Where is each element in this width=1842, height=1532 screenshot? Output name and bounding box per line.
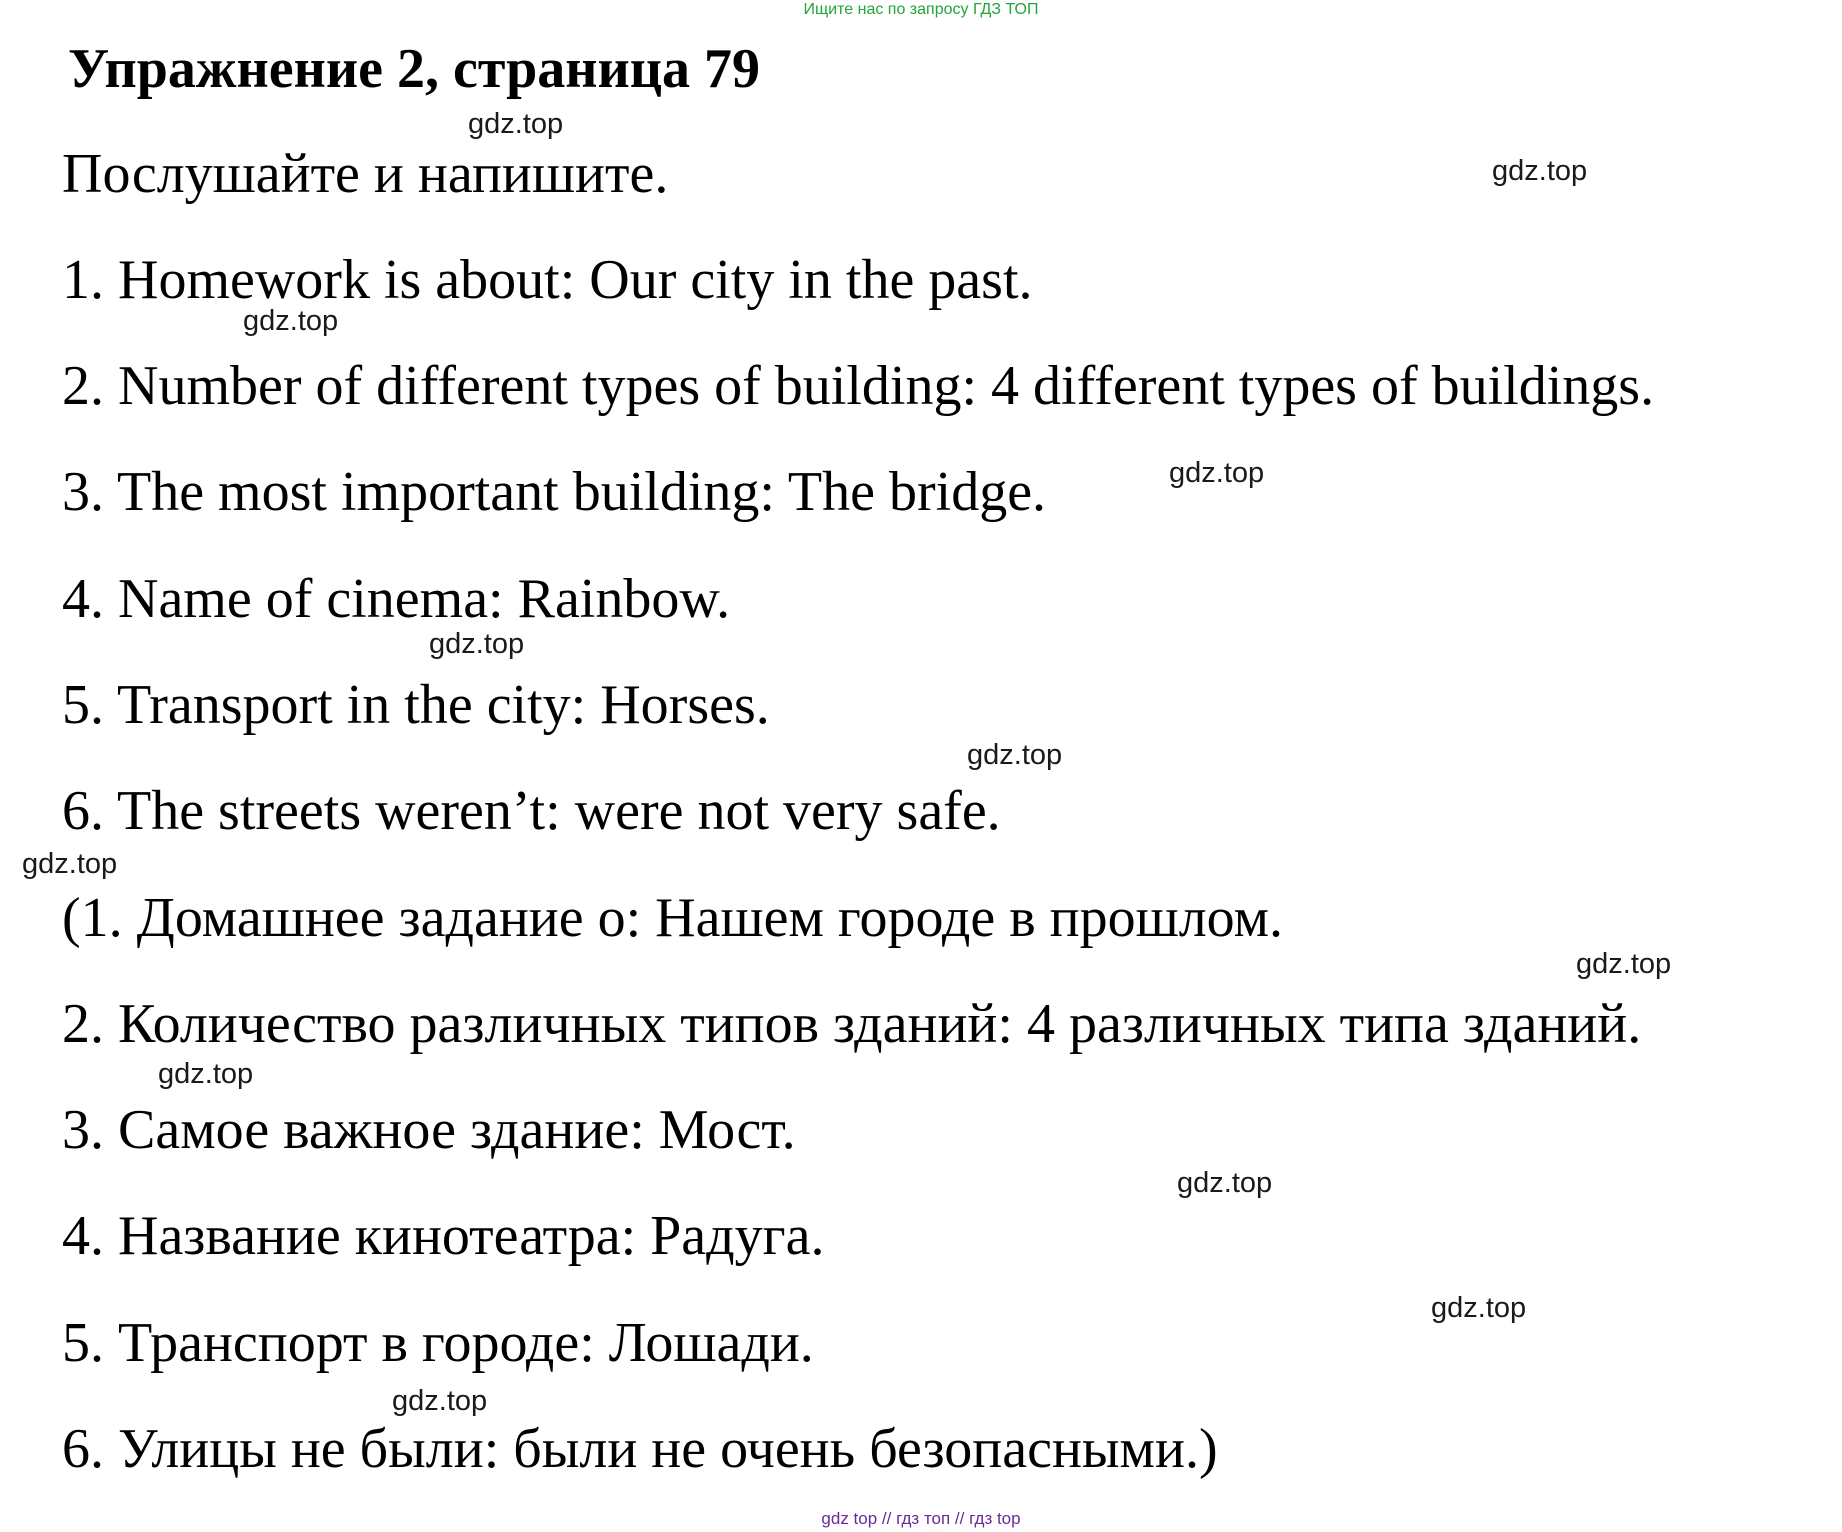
russian-answer-1: (1. Домашнее задание о: Нашем городе в прошлом. (62, 887, 1284, 949)
watermark: gdz.top (392, 1385, 488, 1417)
watermark: gdz.top (1431, 1292, 1527, 1324)
russian-answer-3: 3. Самое важное здание: Мост. (62, 1099, 796, 1161)
watermark: gdz.top (429, 628, 525, 660)
english-answer-4: 4. Name of cinema: Rainbow. (62, 568, 731, 630)
watermark: gdz.top (243, 305, 339, 337)
russian-answer-4: 4. Название кинотеатра: Радуга. (62, 1205, 825, 1267)
english-answer-5: 5. Transport in the city: Horses. (62, 674, 770, 736)
english-answer-1: 1. Homework is about: Our city in the past. (62, 249, 1033, 311)
english-answer-6: 6. The streets weren’t: were not very safe. (62, 780, 1001, 842)
watermark: gdz.top (1177, 1167, 1273, 1199)
watermark: gdz.top (1169, 457, 1265, 489)
english-answer-2: 2. Number of different types of building: 4 different types of buildings. (62, 355, 1655, 417)
watermark: gdz.top (1492, 155, 1588, 187)
russian-answer-5: 5. Транспорт в городе: Лошади. (62, 1312, 814, 1374)
footer: gdz top // гдз топ // гдз top (821, 1509, 1021, 1528)
watermark: gdz.top (468, 108, 564, 140)
english-answer-3: 3. The most important building: The bridge. (62, 461, 1047, 523)
instruction-text: Послушайте и напишите. (62, 143, 669, 205)
top-banner: Ищите нас по запросу ГДЗ ТОП (803, 1, 1039, 18)
watermark: gdz.top (22, 848, 118, 880)
watermark: gdz.top (1576, 948, 1672, 980)
russian-answer-2: 2. Количество различных типов зданий: 4 различных типа зданий. (62, 993, 1642, 1055)
watermark: gdz.top (158, 1058, 254, 1090)
watermark: gdz.top (967, 739, 1063, 771)
russian-answer-6: 6. Улицы не были: были не очень безопасными.) (62, 1418, 1218, 1480)
page-title: Упражнение 2, страница 79 (68, 38, 761, 100)
